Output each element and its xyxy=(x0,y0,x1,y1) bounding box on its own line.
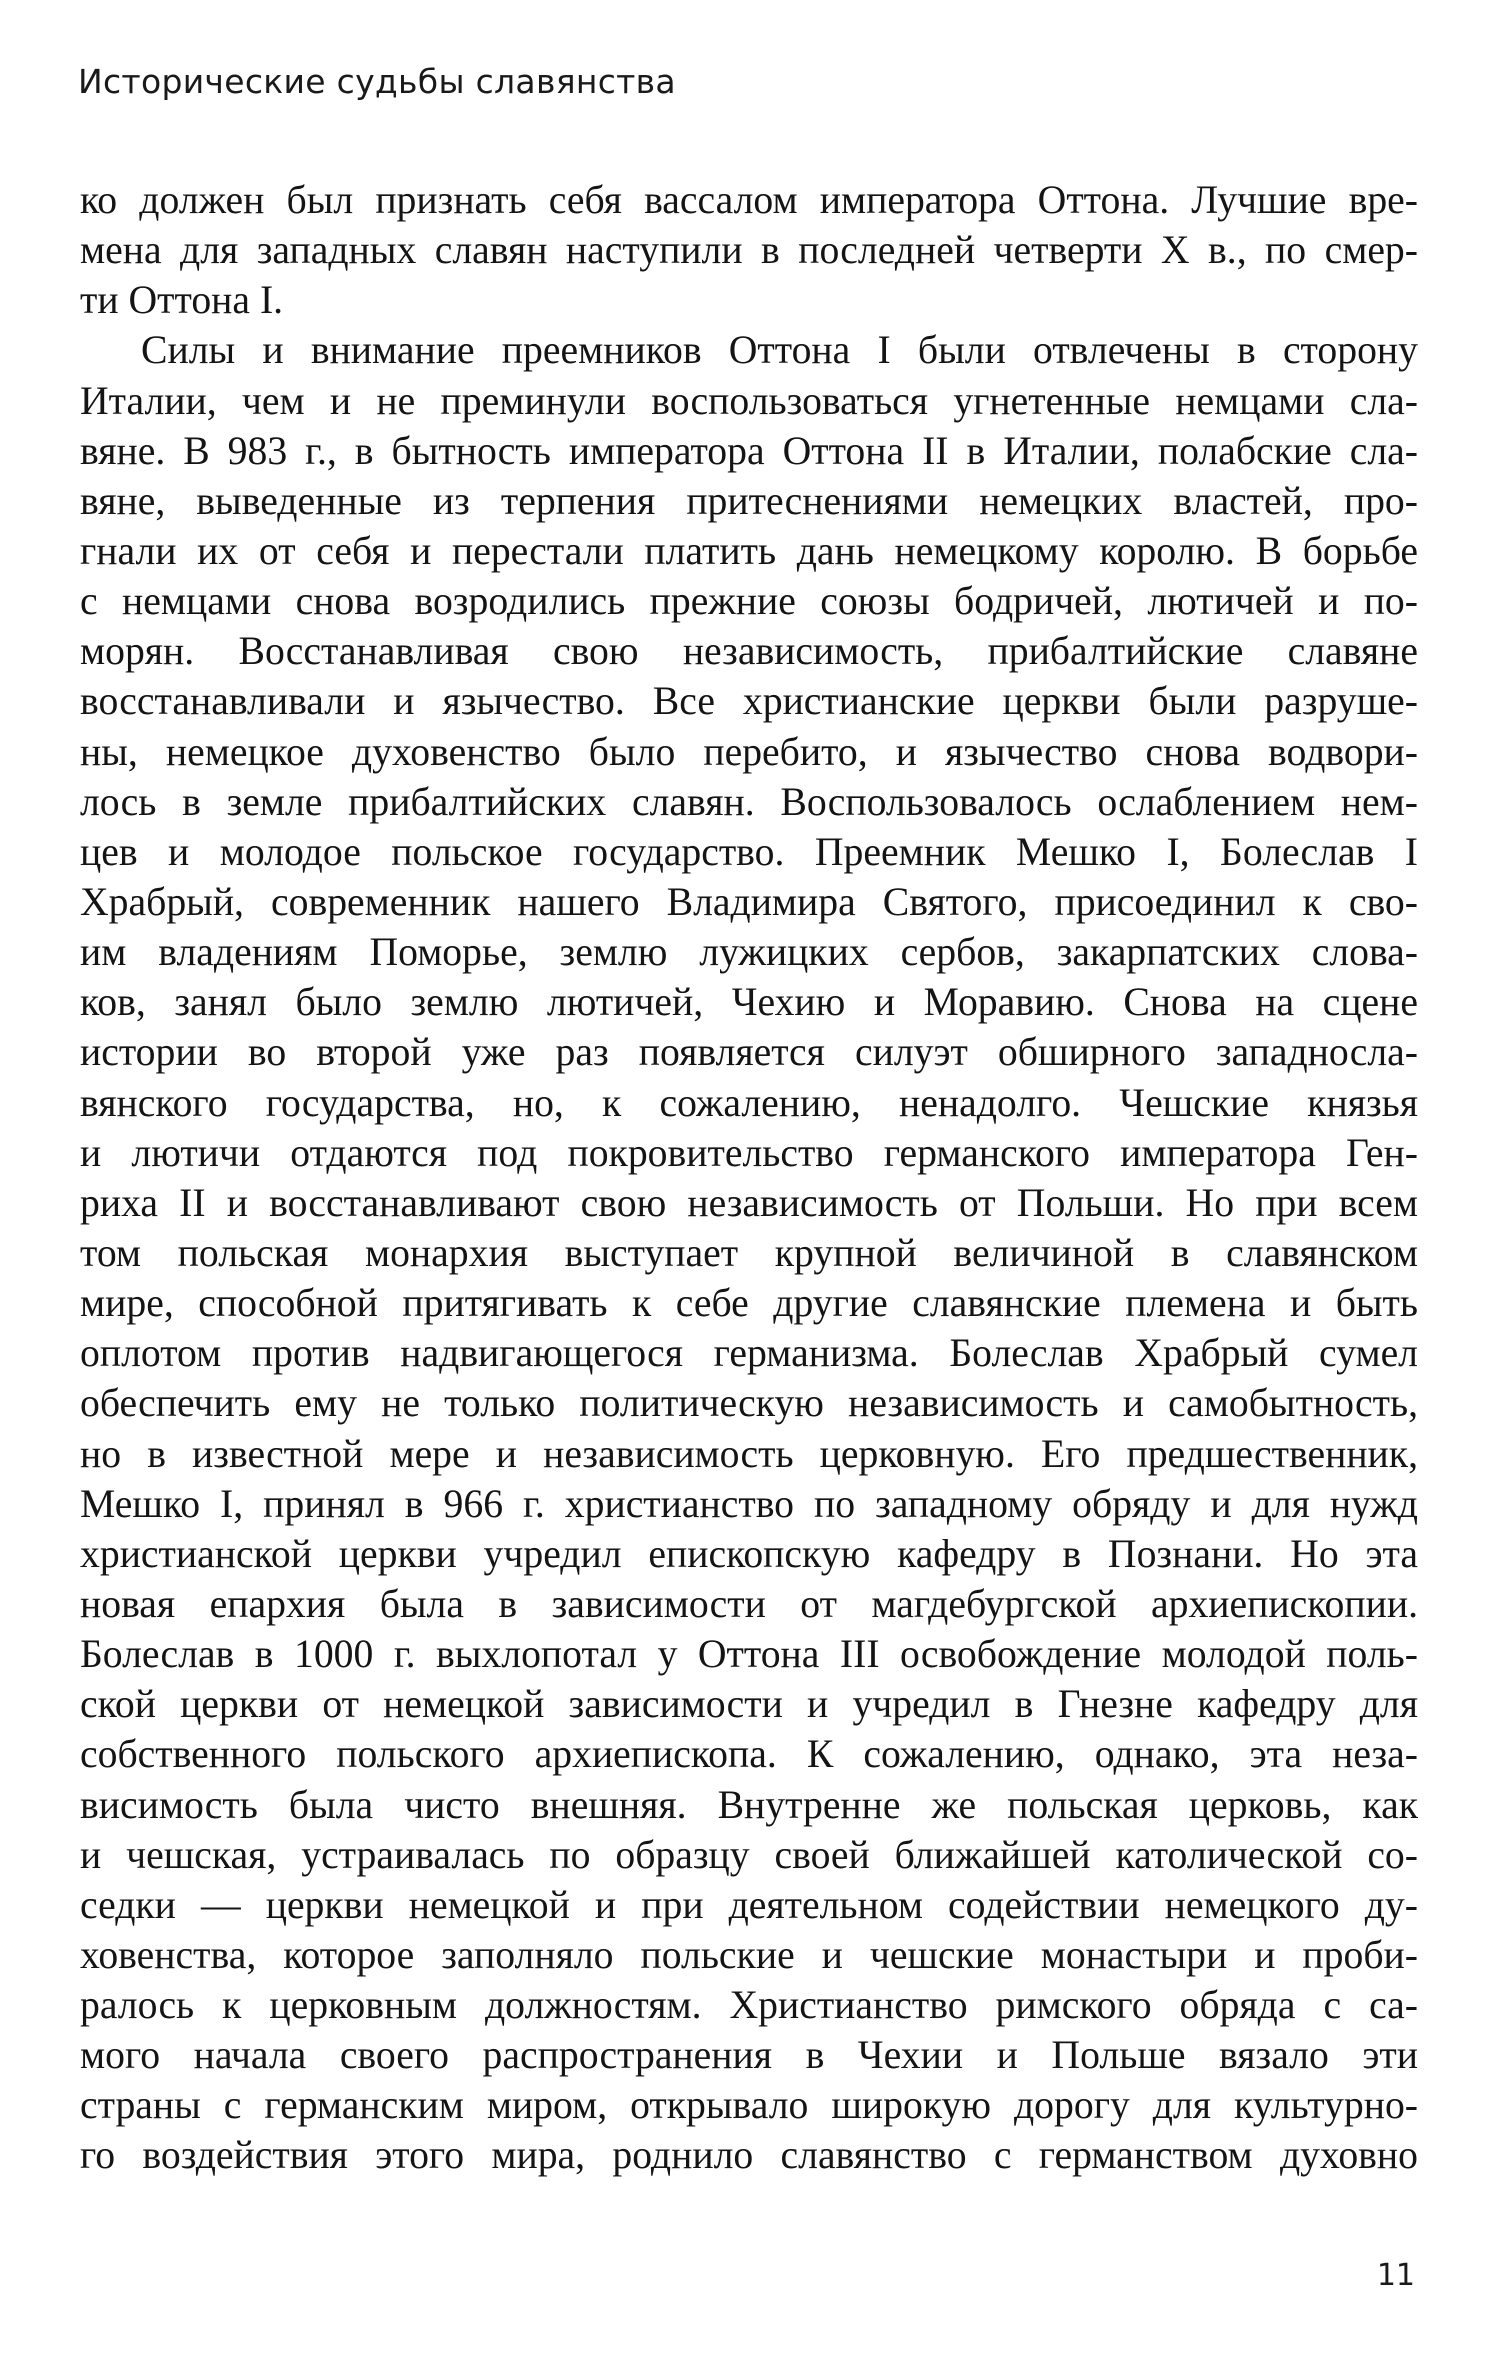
text-line: седки — церкви немецкой и при деятельном содействии немецкого ду- xyxy=(80,1882,1418,1927)
text-line: морян. Восстанавливая свою независимость, прибалтийские славяне xyxy=(80,629,1418,674)
text-line: ны, немецкое духовенство было перебито, и язычество снова водвори- xyxy=(80,729,1418,774)
text-line: с немцами снова возродились прежние союзы бодричей, лютичей и по- xyxy=(80,579,1418,624)
text-line: новая епархия была в зависимости от магдебургской архиепископии. xyxy=(80,1581,1418,1626)
text-line: лось в земле прибалтийских славян. Воспользовалось ослаблением нем- xyxy=(80,779,1418,824)
paragraph xyxy=(80,325,1418,2180)
text-line: Силы и внимание преемников Оттона I были отвлечены в сторону xyxy=(141,328,1418,373)
text-line: вяне. В 983 г., в бытность императора Оттона II в Италии, полабские сла- xyxy=(80,428,1418,473)
text-line: восстанавливали и язычество. Все христианские церкви были разруше- xyxy=(80,679,1418,724)
text-line: обеспечить ему не только политическую независимость и самобытность, xyxy=(80,1381,1418,1426)
text-line: оплотом против надвигающегося германизма. Болеслав Храбрый сумел xyxy=(80,1331,1418,1376)
text-line: вянского государства, но, к сожалению, ненадолго. Чешские князья xyxy=(80,1080,1418,1125)
text-line: гнали их от себя и перестали платить дань немецкому королю. В борьбе xyxy=(80,528,1418,573)
paragraph xyxy=(80,175,1418,325)
text-line: ховенства, которое заполняло польские и чешские монастыри и проби- xyxy=(80,1932,1418,1977)
text-line: ской церкви от немецкой зависимости и учредил в Гнезне кафедру для xyxy=(80,1682,1418,1727)
text-line: том польская монархия выступает крупной величиной в славянском xyxy=(80,1230,1418,1275)
text-line: страны с германским миром, открывало широкую дорогу для культурно- xyxy=(80,2083,1418,2128)
text-line: им владениям Поморье, землю лужицких сербов, закарпатских слова- xyxy=(80,930,1418,975)
text-line: собственного польского архиепископа. К сожалению, однако, эта неза- xyxy=(80,1732,1418,1777)
text-line: истории во второй уже раз появляется силуэт обширного западносла- xyxy=(80,1030,1418,1075)
text-line: го воздействия этого мира, роднило славянство с германством духовно xyxy=(80,2133,1418,2178)
text-line: риха II и восстанавливают свою независимость от Польши. Но при всем xyxy=(80,1180,1418,1225)
text-line: ко должен был признать себя вассалом императора Оттона. Лучшие вре- xyxy=(80,178,1418,222)
text-line: вяне, выведенные из терпения притеснениями немецких властей, про- xyxy=(80,478,1418,523)
text-line: мена для западных славян наступили в последней четверти X в., по смер- xyxy=(80,228,1418,273)
text-line: цев и молодое польское государство. Преемник Мешко I, Болеслав I xyxy=(80,829,1418,874)
text-line: Болеслав в 1000 г. выхлопотал у Оттона III освобождение молодой поль- xyxy=(80,1632,1418,1677)
text-line: висимость была чисто внешняя. Внутренне же польская церковь, как xyxy=(80,1782,1418,1827)
text-line: Мешко I, принял в 966 г. христианство по западному обряду и для нужд xyxy=(80,1481,1418,1526)
text-line: ралось к церковным должностям. Христианство римского обряда с са- xyxy=(80,1983,1418,2028)
text-line: Италии, чем и не преминули воспользоваться угнетенные немцами сла- xyxy=(80,378,1418,423)
text-line: но в известной мере и независимость церковную. Его предшественник, xyxy=(80,1431,1418,1476)
text-line: христианской церкви учредил епископскую кафедру в Познани. Но эта xyxy=(80,1531,1418,1576)
text-line: мире, способной притягивать к себе другие славянские племена и быть xyxy=(80,1281,1418,1326)
text-line: мого начала своего распространения в Чехии и Польше вязало эти xyxy=(80,2033,1418,2078)
body-text xyxy=(80,175,1418,2181)
text-line: и чешская, устраивалась по образцу своей ближайшей католической со- xyxy=(80,1832,1418,1877)
text-line: ков, занял было землю лютичей, Чехию и Моравию. Снова на сцене xyxy=(80,980,1418,1025)
page-number: 11 xyxy=(1376,2258,1415,2293)
text-line: и лютичи отдаются под покровительство германского императора Ген- xyxy=(80,1130,1418,1175)
text-line: ти Оттона I. xyxy=(80,278,284,323)
text-line: Храбрый, современник нашего Владимира Святого, присоединил к сво- xyxy=(80,879,1418,924)
running-head: Исторические судьбы славянства xyxy=(78,62,676,101)
